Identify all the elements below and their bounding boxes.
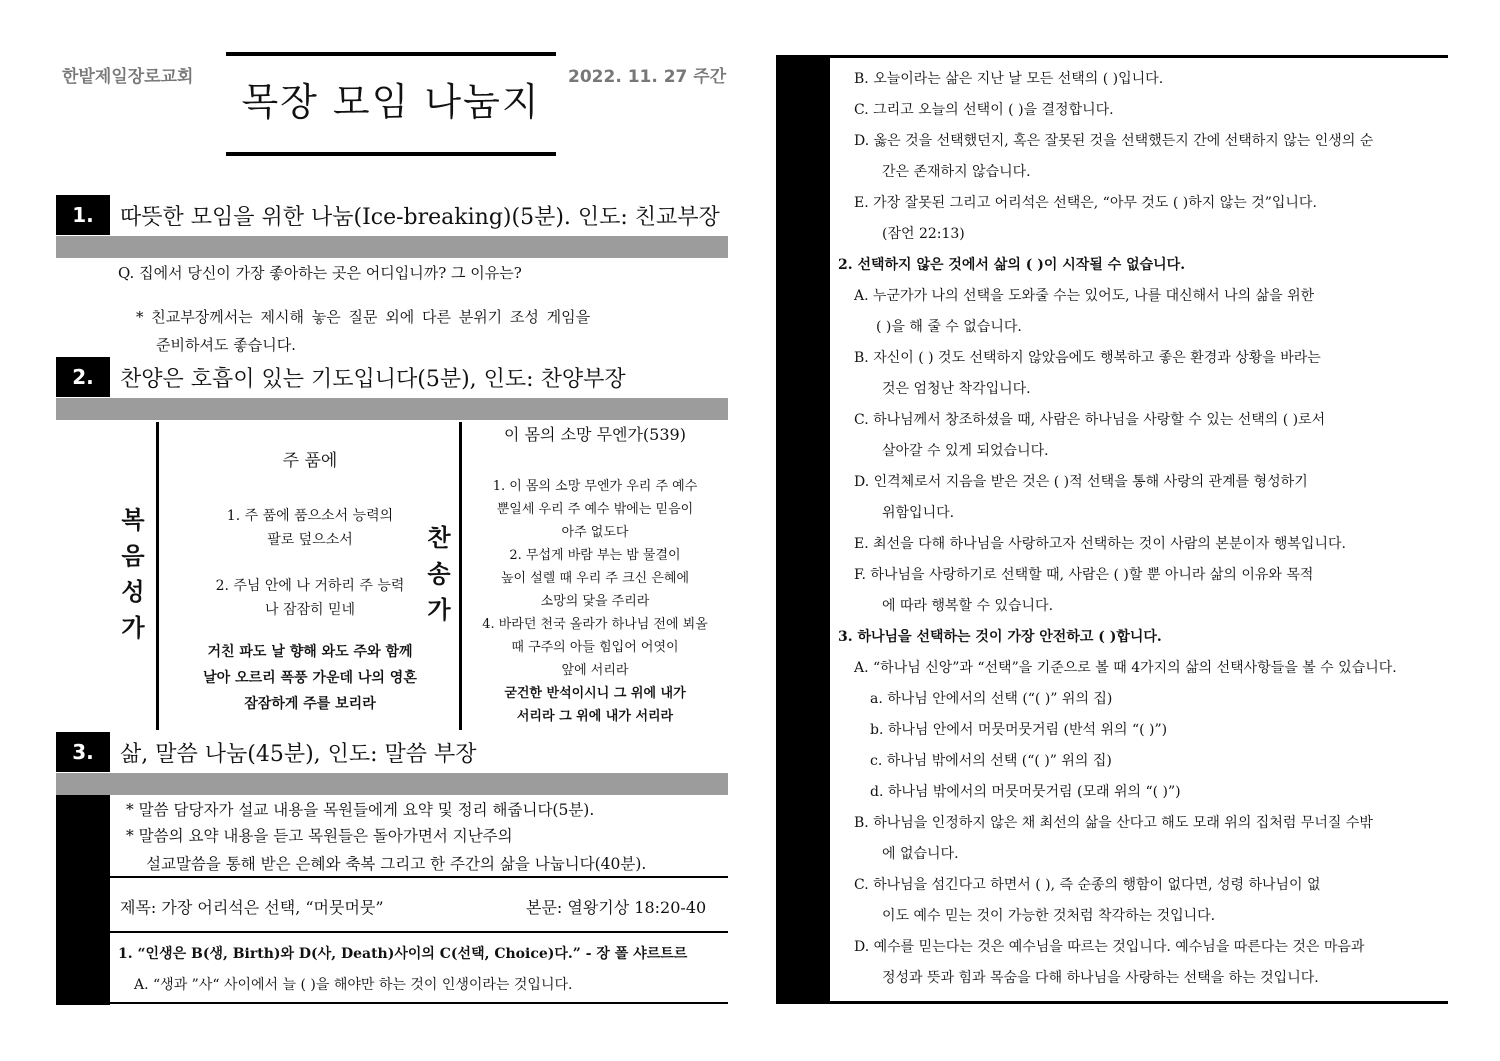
outline-line: 에 없습니다. <box>882 846 959 862</box>
outline-line: B. 하나님을 인정하지 않은 채 최선의 삶을 산다고 해도 모래 위의 집처럼 무너질 수밖 <box>854 815 1373 831</box>
outline-line: ( )을 해 줄 수 없습니다. <box>876 319 1022 335</box>
outline-line: E. 가장 잘못된 그리고 어리석은 선택은, “아무 것도 ( )하지 않는 것”입니다. <box>854 195 1317 211</box>
divider-right <box>459 422 462 730</box>
gospel-label: 복 음 성 가 <box>121 505 145 642</box>
hymn-label: 찬 송 가 <box>427 523 451 624</box>
point-1a: A. “생과 ”사“ 사이에서 늘 ( )을 해야만 하는 것이 인생이라는 것입니다. <box>134 977 573 993</box>
section-1-heading: 따뜻한 모임을 위한 나눔(Ice-breaking)(5분). 인도: 친교부장 <box>120 205 720 230</box>
outline-line: 3. 하나님을 선택하는 것이 가장 안전하고 ( )합니다. <box>838 629 1162 645</box>
icebreak-question: Q. 집에서 당신이 가장 좋아하는 곳은 어디입니까? 그 이유는? <box>118 264 522 282</box>
rule-1 <box>110 876 728 878</box>
sermon-note-1: * 말씀 담당자가 설교 내용을 목원들에게 요약 및 정리 해줍니다(5분). <box>126 801 595 819</box>
outline-line: C. 그리고 오늘의 선택이 ( )을 결정합니다. <box>854 102 1114 118</box>
outline-line: C. 하나님께서 창조하셨을 때, 사람은 하나님을 사랑할 수 있는 선택의 ( )로서 <box>854 412 1326 428</box>
gospel-v1b: 팔로 덮으소서 <box>267 532 353 548</box>
hymn-lyrics: 1. 이 몸의 소망 무엔가 우리 주 예수 뿐일세 우리 주 예수 밖에는 믿음이 아주 없도다 2. 무섭게 바람 부는 밤 물결이 높이 설렐 때 우리 주 크신 은혜에 소망의 닻을 주리라 4. 바라던 천국 올라가 하나님 전에 뵈올 때 구주의 아들 힘입어 어엿이 앞에 서리라 굳건한 반석이시니 그 위에 내가 서리라 그 위에 내가 서리라 <box>465 475 725 728</box>
icebreak-note-2: 준비하셔도 좋습니다. <box>156 336 296 354</box>
outline-line: D. 인격체로서 지음을 받은 것은 ( )적 선택을 통해 사랑의 관계를 형성하기 <box>854 474 1308 490</box>
outline-line: 2. 선택하지 않은 것에서 삶의 ( )이 시작될 수 없습니다. <box>838 257 1186 273</box>
gospel-chorus-1: 거친 파도 날 향해 와도 주와 함께 <box>207 644 413 660</box>
outline-line: 간은 존재하지 않습니다. <box>882 164 1031 180</box>
section-2-heading: 찬양은 호흡이 있는 기도입니다(5분), 인도: 찬양부장 <box>120 367 626 392</box>
outline-line: B. 자신이 ( ) 것도 선택하지 않았음에도 행복하고 좋은 환경과 상황을 바라는 <box>854 350 1321 366</box>
outline-line: b. 하나님 안에서 머뭇머뭇거림 (반석 위의 “( )”) <box>870 722 1168 738</box>
icebreak-note-1: * 친교부장께서는 제시해 놓은 질문 외에 다른 분위기 조성 게임을 <box>136 308 591 326</box>
rule-2 <box>110 931 728 933</box>
section-3-bar <box>56 773 728 795</box>
outline-line: A. 누군가가 나의 선택을 도와줄 수는 있어도, 나를 대신해서 나의 삶을 위한 <box>854 288 1315 304</box>
right-top-rule <box>776 55 1448 58</box>
outline-line: 살아갈 수 있게 되었습니다. <box>882 443 1049 459</box>
outline-line: 정성과 뜻과 힘과 목숨을 다해 하나님을 사랑하는 선택을 하는 것입니다. <box>882 970 1319 986</box>
gospel-v2a: 2. 주님 안에 나 거하리 주 능력 <box>215 578 405 594</box>
church-name: 한밭제일장로교회 <box>62 67 194 87</box>
outline-line: A. “하나님 신앙”과 “선택”을 기준으로 볼 때 4가지의 삶의 선택사항들을 볼 수 있습니다. <box>854 660 1397 676</box>
outline-line: 위함입니다. <box>882 505 955 521</box>
hymn-title: 이 몸의 소망 무엔가(539) <box>504 425 686 444</box>
section-3-number: 3. <box>56 732 110 772</box>
hymn-chorus-1: 굳건한 반석이시니 그 위에 내가 <box>504 686 686 701</box>
gospel-title: 주 품에 <box>282 451 338 471</box>
sermon-scripture: 본문: 열왕기상 18:20-40 <box>526 898 707 917</box>
rule-bottom <box>56 1002 728 1004</box>
point-1: 1. “인생은 B(생, Birth)와 D(사, Death)사이의 C(선택, Choice)다.” - 장 폴 샤르트르 <box>118 946 688 962</box>
outline-line: F. 하나님을 사랑하기로 선택할 때, 사람은 ( )할 뿐 아니라 삶의 이유와 목적 <box>854 567 1314 583</box>
section-3-heading: 삶, 말씀 나눔(45분), 인도: 말씀 부장 <box>120 742 477 767</box>
section-2-bar <box>56 398 728 420</box>
outline-line: c. 하나님 밖에서의 선택 (“( )” 위의 집) <box>870 753 1112 769</box>
right-side-bar <box>776 58 830 1003</box>
outline-line: D. 예수를 믿는다는 것은 예수님을 따르는 것입니다. 예수님을 따른다는 것은 마음과 <box>854 939 1365 955</box>
outline-line: d. 하나님 밖에서의 머뭇머뭇거림 (모래 위의 “( )”) <box>870 784 1181 800</box>
section-1-bar <box>56 236 728 258</box>
section-2-number: 2. <box>56 357 110 397</box>
divider-left <box>156 422 159 730</box>
hymn-chorus-2: 서리라 그 위에 내가 서리라 <box>516 709 674 724</box>
section-1-number: 1. <box>56 195 110 235</box>
sermon-note-2b: 설교말씀을 통해 받은 은혜와 축복 그리고 한 주간의 삶을 나눕니다(40분). <box>146 855 647 873</box>
hymn <box>465 422 725 728</box>
outline-line: C. 하나님을 섬긴다고 하면서 ( ), 즉 순종의 행함이 없다면, 성령 하나님이 없 <box>854 877 1321 893</box>
outline-line: (잠언 22:13) <box>882 226 965 242</box>
outline-line: 것은 엄청난 착각입니다. <box>882 381 1031 397</box>
outline-line: E. 최선을 다해 하나님을 사랑하고자 선택하는 것이 사람의 본분이자 행복입니다. <box>854 536 1346 552</box>
gospel-song <box>160 426 460 713</box>
sermon-note-2a: * 말씀의 요약 내용을 듣고 목원들은 돌아가면서 지난주의 <box>126 827 513 845</box>
outline-line: 에 따라 행복할 수 있습니다. <box>882 598 1054 614</box>
right-bottom-rule <box>776 1001 1448 1004</box>
title-box <box>226 52 556 156</box>
gospel-v2b: 나 잠잠히 믿네 <box>264 602 356 618</box>
gospel-v1a: 1. 주 품에 품으소서 능력의 <box>226 508 394 524</box>
outline-line: 이도 예수 믿는 것이 가능한 것처럼 착각하는 것입니다. <box>882 908 1216 924</box>
week-date: 2022. 11. 27 주간 <box>568 67 727 87</box>
gospel-chorus-3: 잠잠하게 주를 보리라 <box>244 696 376 712</box>
sermon-title: 제목: 가장 어리석은 선택, “머뭇머뭇” <box>120 898 384 917</box>
gospel-chorus-2: 날아 오르리 폭풍 가운데 나의 영혼 <box>203 670 417 686</box>
outline-line: B. 오늘이라는 삶은 지난 날 모든 선택의 ( )입니다. <box>854 71 1164 87</box>
page-title: 목장 모임 나눔지 <box>241 80 541 124</box>
outline-line: a. 하나님 안에서의 선택 (“( )” 위의 집) <box>870 691 1113 707</box>
outline-line: D. 옳은 것을 선택했던지, 혹은 잘못된 것을 선택했든지 간에 선택하지 않는 인생의 순 <box>854 133 1374 149</box>
section-3-side-bar <box>56 795 110 1005</box>
